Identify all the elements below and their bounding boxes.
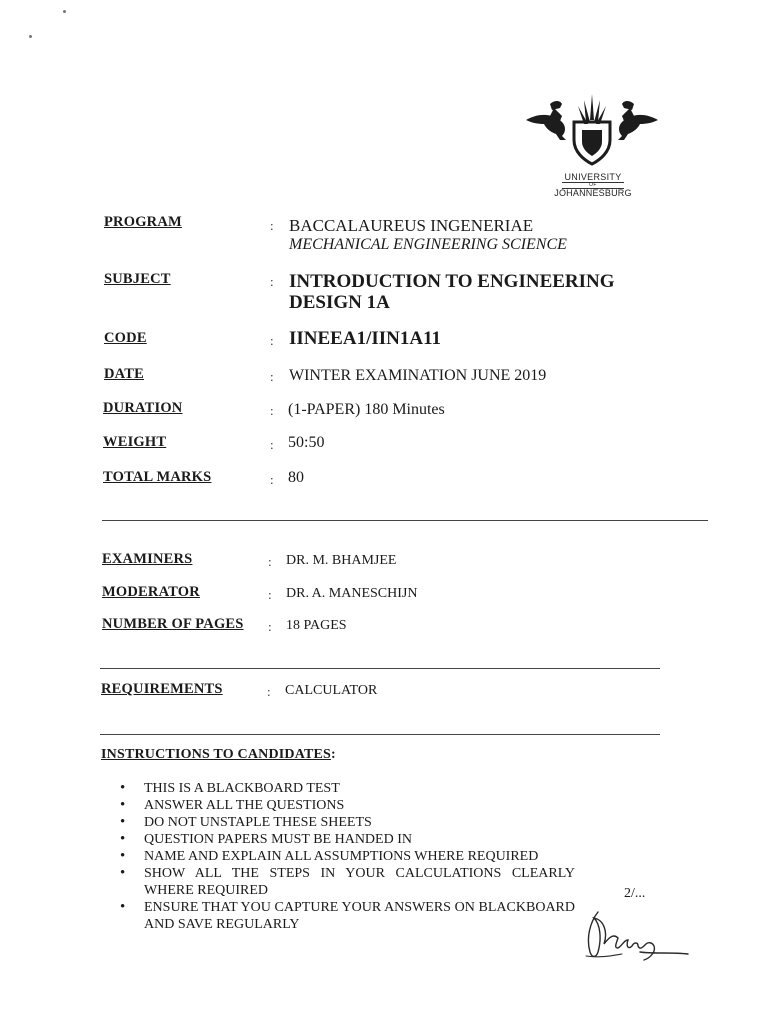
program-value-line2: MECHANICAL ENGINEERING SCIENCE (289, 236, 567, 253)
scan-speck (63, 10, 66, 13)
logo-text-of: OF (562, 182, 624, 189)
subject-value: INTRODUCTION TO ENGINEERING DESIGN 1A (289, 271, 615, 313)
instruction-item: • ANSWER ALL THE QUESTIONS (120, 797, 575, 814)
instructions-heading-colon: : (331, 747, 336, 762)
logo-text-johannesburg: JOHANNESBURG (554, 188, 632, 198)
date-label: DATE (104, 366, 145, 382)
subject-label: SUBJECT (104, 271, 171, 287)
requirements-value: CALCULATOR (285, 683, 378, 698)
crest-icon (522, 90, 662, 170)
divider-line (100, 734, 660, 735)
total-marks-colon: : (270, 472, 274, 487)
moderator-label: MODERATOR (102, 584, 200, 600)
instruction-item: • SHOW ALL THE STEPS IN YOUR CALCULATIONS CLEARLY WHERE REQUIRED (120, 865, 575, 899)
requirements-label: REQUIREMENTS (101, 681, 223, 697)
program-value-line1: BACCALAUREUS INGENERIAE (289, 216, 534, 235)
total-marks-label: TOTAL MARKS (103, 469, 212, 485)
code-label: CODE (104, 330, 147, 346)
code-colon: : (270, 333, 274, 348)
instruction-item: • THIS IS A BLACKBOARD TEST (120, 780, 575, 797)
number-of-pages-label: NUMBER OF PAGES (102, 616, 244, 632)
duration-colon: : (270, 403, 274, 418)
weight-colon: : (270, 437, 274, 452)
divider-line (102, 520, 708, 521)
instruction-item: • ENSURE THAT YOU CAPTURE YOUR ANSWERS ON BLACKBOARD AND SAVE REGULARLY (120, 899, 575, 933)
moderator-colon: : (268, 587, 272, 602)
program-label: PROGRAM (104, 214, 182, 230)
instruction-item: • QUESTION PAPERS MUST BE HANDED IN (120, 831, 575, 848)
program-colon: : (270, 218, 274, 233)
subject-colon: : (270, 274, 274, 289)
number-of-pages-colon: : (268, 619, 272, 634)
total-marks-value: 80 (288, 469, 304, 486)
weight-value: 50:50 (288, 434, 325, 451)
divider-line (100, 668, 660, 669)
duration-label: DURATION (103, 400, 183, 416)
examiners-value: DR. M. BHAMJEE (286, 553, 397, 568)
instruction-item: • NAME AND EXPLAIN ALL ASSUMPTIONS WHERE REQUIRED (120, 848, 575, 865)
examiners-colon: : (268, 554, 272, 569)
signature-icon (580, 908, 692, 964)
university-logo (522, 90, 662, 202)
examiners-label: EXAMINERS (102, 551, 193, 567)
instructions-heading-text: INSTRUCTIONS TO CANDIDATES (101, 747, 332, 762)
date-colon: : (270, 369, 274, 384)
instructions-heading (101, 747, 336, 763)
logo-text-university: UNIVERSITY (564, 172, 622, 182)
weight-label: WEIGHT (103, 434, 167, 450)
date-value: WINTER EXAMINATION JUNE 2019 (289, 367, 547, 384)
requirements-colon: : (267, 684, 271, 699)
code-value: IINEEA1/IIN1A11 (289, 328, 442, 349)
page-indicator: 2/... (624, 886, 646, 901)
duration-value: (1-PAPER) 180 Minutes (288, 401, 445, 418)
instruction-item: • DO NOT UNSTAPLE THESE SHEETS (120, 814, 575, 831)
number-of-pages-value: 18 PAGES (286, 618, 347, 633)
moderator-value: DR. A. MANESCHIJN (286, 586, 418, 601)
scan-speck (29, 35, 32, 38)
instructions-list (120, 780, 575, 933)
